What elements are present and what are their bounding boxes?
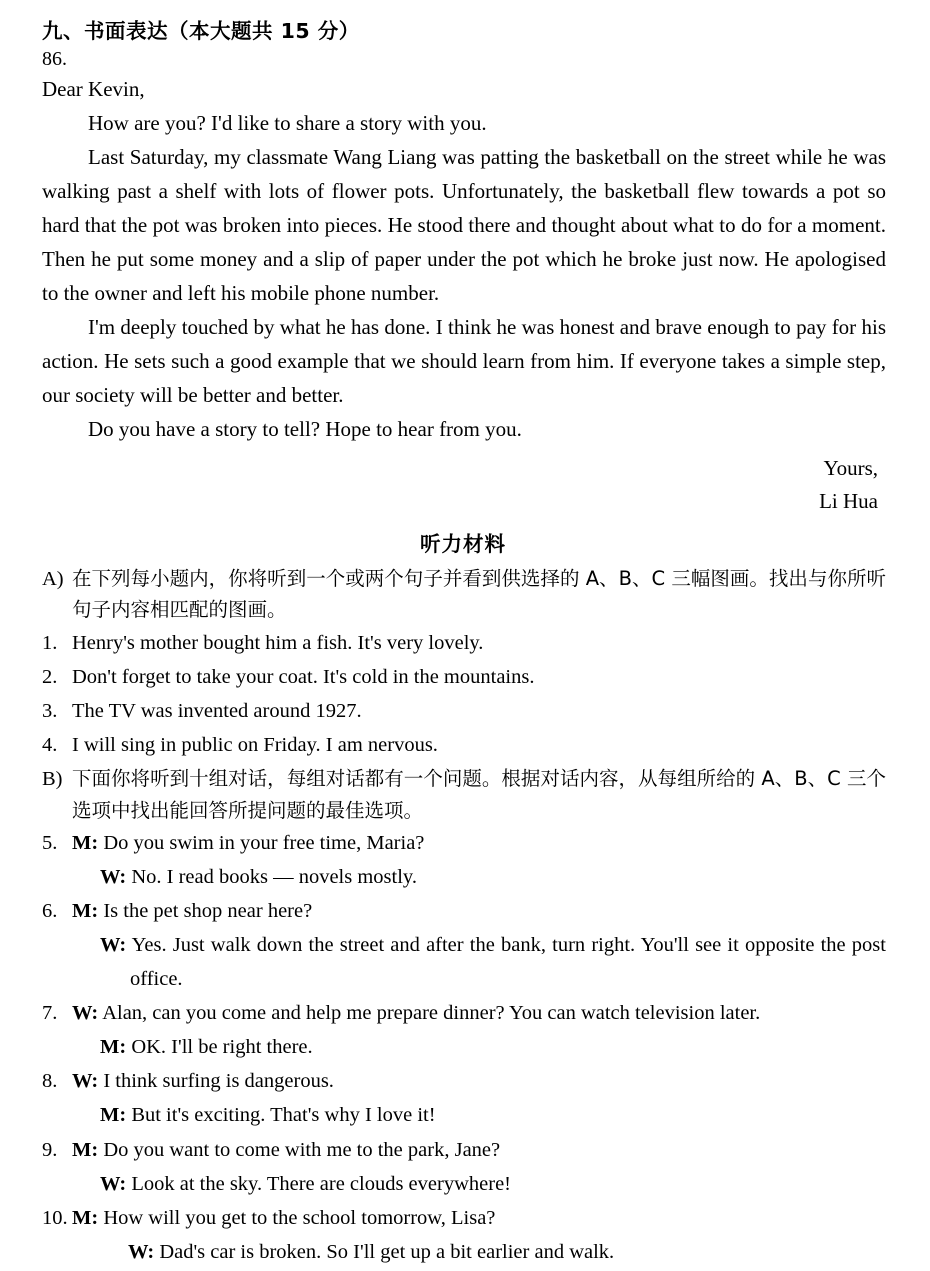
- part-a-instruction-text: 在下列每小题内，你将听到一个或两个句子并看到供选择的 A、B、C 三幅图画。找出与你所听句子内容相匹配的图画。: [72, 567, 886, 622]
- dialogue-text: Look at the sky. There are clouds everywhere!: [131, 1172, 511, 1195]
- item-text: The TV was invented around 1927.: [72, 700, 362, 723]
- item-marker: 9.: [42, 1138, 58, 1161]
- dialogue-line: [72, 1134, 886, 1167]
- dialogue-reply: [42, 1099, 886, 1132]
- speaker-label: M:: [100, 1104, 127, 1127]
- dialogue-text: But it's exciting. That's why I love it!: [131, 1104, 436, 1127]
- speaker-label: M:: [72, 831, 99, 854]
- dialogue-line: [72, 1202, 886, 1235]
- speaker-label: W:: [72, 1070, 99, 1093]
- dialogue-reply: [42, 1031, 886, 1064]
- dialogue-line: [72, 997, 886, 1030]
- signoff-name: Li Hua: [819, 488, 878, 513]
- speaker-label: W:: [100, 934, 127, 957]
- dialogue-item: [42, 997, 886, 1030]
- letter-paragraph: How are you? I'd like to share a story with you.: [88, 111, 487, 135]
- part-b-marker: B): [42, 768, 63, 791]
- item-marker: 5.: [42, 831, 58, 854]
- dialogue-line: [72, 827, 886, 860]
- speaker-label: W:: [100, 1172, 127, 1195]
- letter-signoff: [40, 452, 878, 517]
- item-marker: 4.: [42, 734, 58, 757]
- dialogue-reply: [42, 861, 886, 894]
- signoff-yours: Yours,: [823, 456, 878, 481]
- section-heading: 九、书面表达（本大题共 15 分）: [42, 19, 360, 43]
- listening-part-b: [42, 763, 886, 1269]
- part-b-instruction: [42, 763, 886, 825]
- listening-material-title: 听力材料: [420, 532, 506, 557]
- letter-salutation: Dear Kevin,: [42, 77, 145, 101]
- dialogue-item: [42, 1065, 886, 1098]
- dialogue-text: How will you get to the school tomorrow, Lisa?: [103, 1207, 496, 1230]
- dialogue-text: I think surfing is dangerous.: [103, 1070, 334, 1093]
- dialogue-text: Do you want to come with me to the park, Jane?: [103, 1138, 501, 1161]
- part-a-marker: A): [42, 568, 64, 591]
- dialogue-text: Yes. Just walk down the street and after the bank, turn right. You'll see it opposite the post office.: [130, 934, 886, 990]
- speaker-label: M:: [100, 1036, 127, 1059]
- dialogue-item: [42, 827, 886, 860]
- dialogue-text: Dad's car is broken. So I'll get up a bit earlier and walk.: [159, 1241, 615, 1264]
- item-text: I will sing in public on Friday. I am nervous.: [72, 734, 438, 757]
- item-marker: 8.: [42, 1070, 58, 1093]
- dialogue-reply: [42, 1236, 886, 1269]
- item-marker: 1.: [42, 631, 58, 654]
- item-marker: 6.: [42, 900, 58, 923]
- item-marker: 2.: [42, 665, 58, 688]
- dialogue-item: [42, 1134, 886, 1167]
- letter-paragraph: Last Saturday, my classmate Wang Liang was patting the basketball on the street while he was walking past a shelf with lots of flower pots. Unfortunately, the basketball flew towards a pot so hard that the pot was broken into pieces. He stood there and thought about what to do for a moment. Then he put some money and a slip of paper under the pot which he broke just now. He apologised to the owner and left his mobile phone number.: [42, 145, 886, 306]
- letter-paragraph: Do you have a story to tell? Hope to hear from you.: [88, 417, 522, 442]
- speaker-label: W:: [128, 1241, 155, 1264]
- listening-item: [42, 695, 886, 728]
- dialogue-item: [42, 895, 886, 928]
- item-text: Henry's mother bought him a fish. It's very lovely.: [72, 631, 484, 654]
- part-b-instruction-text: 下面你将听到十组对话，每组对话都有一个问题。根据对话内容，从每组所给的 A、B、C 三个选项中找出能回答所提问题的最佳选项。: [72, 767, 886, 822]
- dialogue-line: [72, 1065, 886, 1098]
- speaker-label: W:: [100, 866, 127, 889]
- item-marker: 3.: [42, 700, 58, 723]
- dialogue-text: No. I read books — novels mostly.: [131, 866, 417, 889]
- question-number: 86.: [42, 48, 67, 70]
- part-a-instruction: [42, 563, 886, 625]
- listening-item: [42, 729, 886, 762]
- dialogue-reply: [42, 1168, 886, 1201]
- dialogue-text: Is the pet shop near here?: [103, 900, 313, 923]
- dialogue-reply: [42, 929, 886, 995]
- item-marker: 7.: [42, 1001, 58, 1024]
- dialogue-text: OK. I'll be right there.: [131, 1036, 313, 1059]
- speaker-label: M:: [72, 1138, 99, 1161]
- dialogue-item: [42, 1202, 886, 1235]
- letter-paragraph: I'm deeply touched by what he has done. I think he was honest and brave enough to pay for his action. He sets such a good example that we should learn from him. If everyone takes a simple step, our society will be better and better.: [42, 315, 886, 408]
- listening-item: [42, 627, 886, 660]
- speaker-label: W:: [72, 1001, 99, 1024]
- speaker-label: M:: [72, 900, 99, 923]
- listening-item: [42, 661, 886, 694]
- dialogue-text: Do you swim in your free time, Maria?: [103, 831, 425, 854]
- item-marker: 10.: [42, 1207, 68, 1230]
- listening-part-a: [42, 563, 886, 762]
- item-text: Don't forget to take your coat. It's cold in the mountains.: [72, 665, 535, 688]
- dialogue-line: [72, 895, 886, 928]
- dialogue-text: Alan, can you come and help me prepare dinner? You can watch television later.: [102, 1001, 761, 1024]
- speaker-label: M:: [72, 1207, 99, 1230]
